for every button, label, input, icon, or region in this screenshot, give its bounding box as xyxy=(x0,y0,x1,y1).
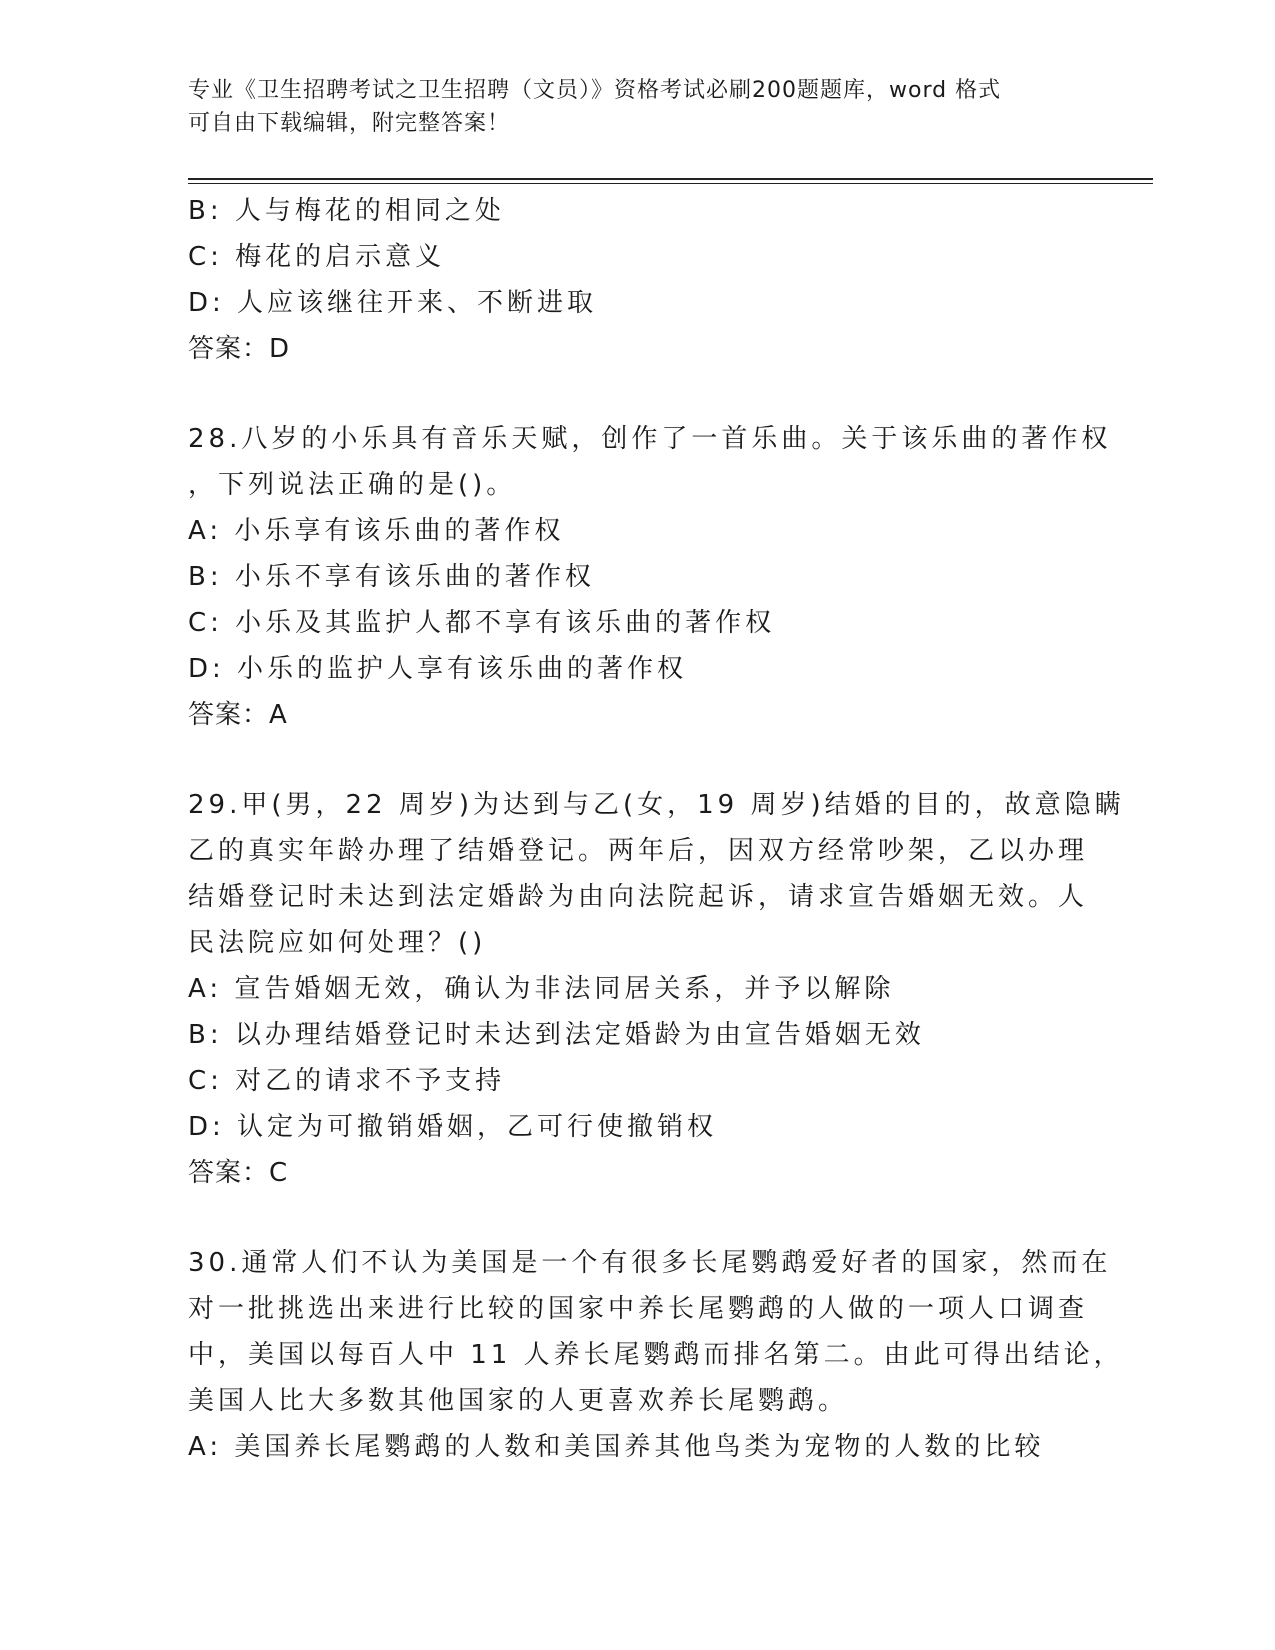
question-28-option-b: B: 小乐不享有该乐曲的著作权 xyxy=(188,562,595,592)
question-27-option-d: D: 人应该继往开来、不断进取 xyxy=(188,288,598,318)
question-content xyxy=(188,188,1125,1470)
question-29-answer: 答案：C xyxy=(188,1158,289,1188)
question-29-stem-line-4: 民法院应如何处理？() xyxy=(188,928,487,958)
question-28-stem-line-1: 28.八岁的小乐具有音乐天赋，创作了一首乐曲。关于该乐曲的著作权 xyxy=(188,424,1112,454)
question-30-stem-line-3: 中，美国以每百人中 11 人养长尾鹦鹉而排名第二。由此可得出结论， xyxy=(188,1340,1124,1370)
page-header xyxy=(188,74,1088,140)
question-29-option-a: A: 宣告婚姻无效，确认为非法同居关系，并予以解除 xyxy=(188,974,895,1004)
spacer xyxy=(188,372,1088,416)
header-divider-thick xyxy=(188,178,1153,180)
question-28-option-d: D: 小乐的监护人享有该乐曲的著作权 xyxy=(188,654,688,684)
question-30-block xyxy=(188,1240,1124,1470)
question-30-option-a: A: 美国养长尾鹦鹉的人数和美国养其他鸟类为宠物的人数的比较 xyxy=(188,1432,1045,1462)
question-29-stem-line-3: 结婚登记时未达到法定婚龄为由向法院起诉，请求宣告婚姻无效。人 xyxy=(188,882,1089,912)
spacer xyxy=(188,738,1088,782)
header-title-line-2: 可自由下载编辑，附完整答案！ xyxy=(188,111,511,136)
spacer xyxy=(188,1196,1088,1240)
question-30-stem-line-1: 30.通常人们不认为美国是一个有很多长尾鹦鹉爱好者的国家，然而在 xyxy=(188,1248,1112,1278)
question-30-stem-line-2: 对一批挑选出来进行比较的国家中养长尾鹦鹉的人做的一项人口调查 xyxy=(188,1294,1089,1324)
question-29-stem-line-2: 乙的真实年龄办理了结婚登记。两年后，因双方经常吵架，乙以办理 xyxy=(188,836,1089,866)
question-27-option-c: C: 梅花的启示意义 xyxy=(188,242,446,272)
question-29-option-d: D: 认定为可撤销婚姻，乙可行使撤销权 xyxy=(188,1112,718,1142)
question-30-stem-line-4: 美国人比大多数其他国家的人更喜欢养长尾鹦鹉。 xyxy=(188,1386,849,1416)
question-29-option-c: C: 对乙的请求不予支持 xyxy=(188,1066,506,1096)
question-29-option-b: B: 以办理结婚登记时未达到法定婚龄为由宣告婚姻无效 xyxy=(188,1020,925,1050)
question-27-answer: 答案：D xyxy=(188,334,291,364)
question-28-block xyxy=(188,416,1112,738)
question-27-block xyxy=(188,188,1088,372)
question-28-answer: 答案：A xyxy=(188,700,288,730)
question-28-option-c: C: 小乐及其监护人都不享有该乐曲的著作权 xyxy=(188,608,776,638)
question-28-option-a: A: 小乐享有该乐曲的著作权 xyxy=(188,516,565,546)
question-29-stem-line-1: 29.甲(男，22 周岁)为达到与乙(女，19 周岁)结婚的目的，故意隐瞒 xyxy=(188,790,1125,820)
question-28-stem-line-2: ，下列说法正确的是()。 xyxy=(188,470,517,500)
question-27-option-b: B: 人与梅花的相同之处 xyxy=(188,196,505,226)
header-divider-thin xyxy=(188,183,1153,184)
header-title-line-1: 专业《卫生招聘考试之卫生招聘（文员）》资格考试必刷200题题库，word 格式 xyxy=(188,78,1002,103)
question-29-block xyxy=(188,782,1125,1196)
